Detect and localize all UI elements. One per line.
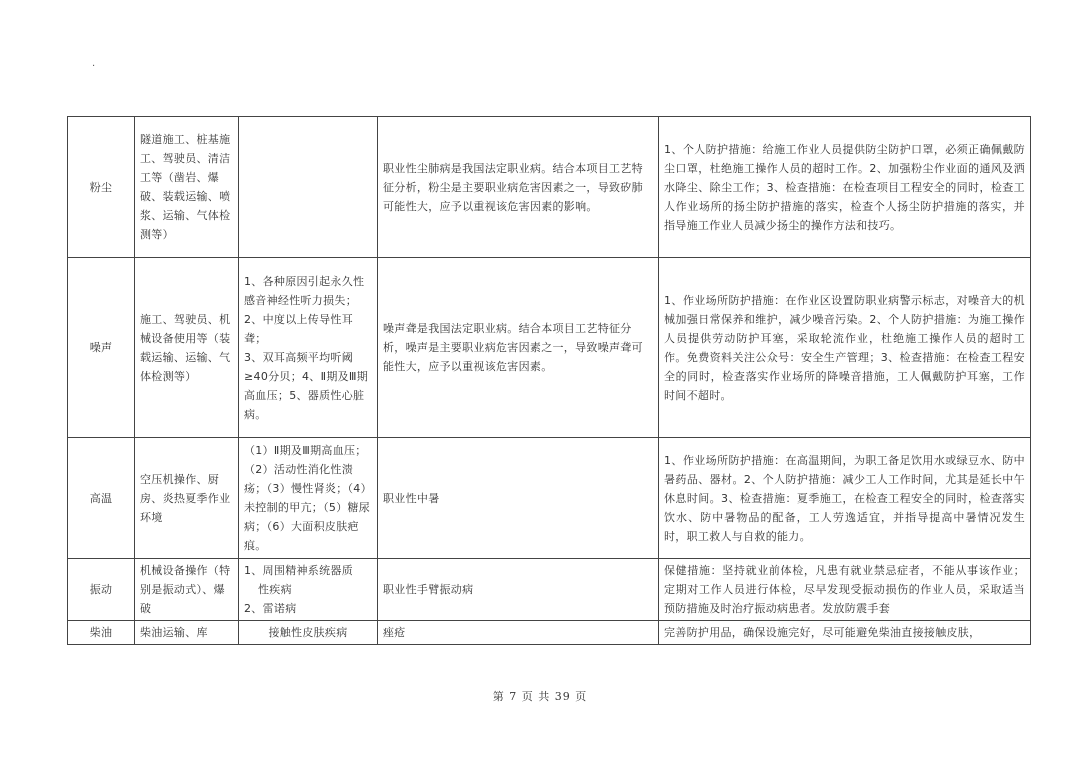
page-number: 第 7 页 共 39 页	[492, 690, 588, 703]
work-type: 隧道施工、桩基施工、驾驶员、清洁工等（凿岩、爆破、装载运输、喷浆、运输、气体检测等）	[135, 117, 239, 258]
disease-analysis: 痤疮	[378, 621, 659, 645]
work-type: 施工、驾驶员、机械设备使用等（装载运输、运输、气体检测等）	[135, 258, 239, 438]
occupational-hazard-table	[67, 116, 1031, 645]
disease-analysis: 职业性尘肺病是我国法定职业病。结合本项目工艺特征分析，粉尘是主要职业病危害因素之一，导致矽肺可能性大，应予以重视该危害因素的影响。	[378, 117, 659, 258]
contraindication-item: 1、各种原因引起永久性感音神经性听力损失；	[244, 274, 365, 307]
disease-analysis: 职业性中暑	[378, 438, 659, 559]
protective-measures: 1、个人防护措施：给施工作业人员提供防尘防护口罩，必须正确佩戴防尘口罩，杜绝施工操作人员的超时工作。2、加强粉尘作业面的通风及洒水降尘、除尘工作；3、检查措施：在检查项目工程安全的同时，检查工人作业场所的扬尘防护措施的落实，检查个人扬尘防护措施的落实，并指导施工作业人员减少扬尘的操作方法和技巧。	[659, 117, 1031, 258]
contraindication-item: 接触性皮肤疾病	[268, 626, 348, 639]
disease-analysis: 职业性手臂振动病	[378, 559, 659, 621]
header-mark: .	[92, 58, 96, 69]
work-type: 空压机操作、厨房、炎热夏季作业环境	[135, 438, 239, 559]
hazard-name: 噪声	[68, 258, 135, 438]
contraindication-item: 2、雷诺病	[244, 602, 297, 615]
contraindications	[239, 258, 378, 438]
contraindication-item: 3、双耳高频平均听阈≥40分贝；4、Ⅱ期及Ⅲ期高血压；5、器质性心脏病。	[244, 350, 369, 421]
work-type: 柴油运输、库	[135, 621, 239, 645]
contraindications	[239, 117, 378, 258]
contraindications	[239, 559, 378, 621]
protective-measures: 1、作业场所防护措施：在高温期间，为职工备足饮用水或绿豆水、防中暑药品、器材。2、个人防护措施：减少工人工作时间，尤其是延长中午休息时间。3、检查措施：夏季施工，在检查工程安全的同时，检查落实饮水、防中暑物品的配备，工人劳逸适宜，并指导提高中暑情况发生时，职工救人与自救的能力。	[659, 438, 1031, 559]
table-row	[68, 117, 1031, 258]
table-row	[68, 559, 1031, 621]
hazard-name: 振动	[68, 559, 135, 621]
table-row	[68, 258, 1031, 438]
protective-measures: 保健措施：坚持就业前体检，凡患有就业禁忌症者，不能从事该作业；定期对工作人员进行体检，尽早发现受振动损伤的作业人员，采取适当预防措施及时治疗振动病患者。发放防震手套	[659, 559, 1031, 621]
hazard-name: 柴油	[68, 621, 135, 645]
table-row	[68, 438, 1031, 559]
contraindication-item: （1）Ⅱ期及Ⅲ期高血压；（2）活动性消化性溃疡；（3）慢性肾炎；（4）未控制的甲亢；（5）糖尿病；（6）大面积皮肤疤痕。	[244, 444, 372, 552]
protective-measures: 1、作业场所防护措施：在作业区设置防职业病警示标志，对噪音大的机械加强日常保养和维护，减少噪音污染。2、个人防护措施：为施工操作人员提供劳动防护耳塞，采取轮流作业，杜绝施工操作人员的超时工作。免费资料关注公众号：安全生产管理；3、检查措施：在检查工程安全的同时，检查落实作业场所的降噪音措施，工人佩戴防护耳塞，工作时间不超时。	[659, 258, 1031, 438]
hazard-name: 高温	[68, 438, 135, 559]
hazard-name: 粉尘	[68, 117, 135, 258]
contraindication-item: 2、中度以上传导性耳聋；	[244, 312, 353, 345]
contraindications	[239, 438, 378, 559]
work-type: 机械设备操作（特别是振动式）、爆破	[135, 559, 239, 621]
contraindication-item: 1、周围精神系统器质	[244, 564, 353, 577]
contraindication-item: 性疾病	[258, 583, 292, 596]
disease-analysis: 噪声聋是我国法定职业病。结合本项目工艺特征分析，噪声是主要职业病危害因素之一，导致噪声聋可能性大，应予以重视该危害因素。	[378, 258, 659, 438]
table-row	[68, 621, 1031, 645]
protective-measures: 完善防护用品，确保设施完好，尽可能避免柴油直接接触皮肤，	[659, 621, 1031, 645]
contraindications	[239, 621, 378, 645]
